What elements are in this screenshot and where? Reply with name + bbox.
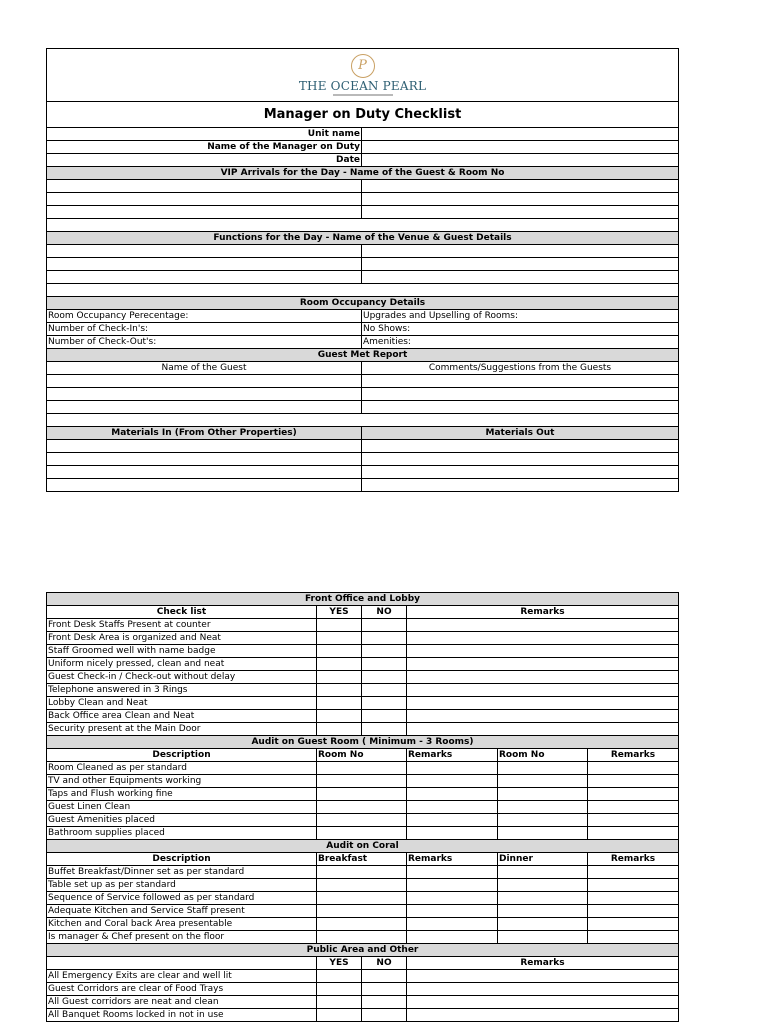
description-column: Description — [47, 749, 317, 762]
table-row — [47, 619, 679, 632]
guest-name-cell[interactable] — [47, 401, 362, 414]
remarks-column: Remarks — [407, 606, 679, 619]
yes-cell[interactable] — [317, 723, 362, 736]
hotel-name: THE OCEAN PEARL — [298, 79, 427, 93]
audit-item-label: Adequate Kitchen and Service Staff present — [47, 905, 317, 918]
check-ins-field[interactable]: Number of Check-In's: — [47, 323, 362, 336]
no-cell[interactable] — [362, 684, 407, 697]
remarks-cell[interactable] — [407, 775, 498, 788]
audit-checklist — [46, 592, 679, 1022]
room-no-cell[interactable] — [498, 814, 588, 827]
remarks-cell[interactable] — [588, 931, 679, 944]
date-label: Date — [47, 154, 362, 167]
yes-cell[interactable] — [317, 1009, 362, 1022]
dinner-cell[interactable] — [498, 905, 588, 918]
yes-cell[interactable] — [317, 983, 362, 996]
breakfast-column: Breakfast — [317, 853, 407, 866]
check-item-label: All Emergency Exits are clear and well lit — [47, 970, 317, 983]
guest-comment-cell[interactable] — [362, 388, 679, 401]
public-area-header: Public Area and Other — [47, 944, 679, 957]
check-item-label: Security present at the Main Door — [47, 723, 317, 736]
function-details-cell[interactable] — [362, 271, 679, 284]
no-cell[interactable] — [362, 619, 407, 632]
guest-room-audit-header: Audit on Guest Room ( Minimum - 3 Rooms) — [47, 736, 679, 749]
yes-cell[interactable] — [317, 619, 362, 632]
table-row — [47, 983, 679, 996]
vip-room-cell[interactable] — [362, 206, 679, 219]
vip-room-cell[interactable] — [362, 193, 679, 206]
table-row — [47, 697, 679, 710]
audit-item-label: Bathroom supplies placed — [47, 827, 317, 840]
table-row — [47, 970, 679, 983]
table-row — [47, 918, 679, 931]
remarks-cell[interactable] — [407, 710, 679, 723]
functions-header: Functions for the Day - Name of the Venue & Guest Details — [47, 232, 679, 245]
occupancy-percentage-field[interactable]: Room Occupancy Perecentage: — [47, 310, 362, 323]
materials-in-cell[interactable] — [47, 453, 362, 466]
description-column: Description — [47, 853, 317, 866]
remarks-cell[interactable] — [588, 788, 679, 801]
check-outs-field[interactable]: Number of Check-Out's: — [47, 336, 362, 349]
vip-arrivals-header: VIP Arrivals for the Day - Name of the Guest & Room No — [47, 167, 679, 180]
remarks-cell[interactable] — [407, 723, 679, 736]
audit-item-label: Guest Linen Clean — [47, 801, 317, 814]
remarks-cell[interactable] — [407, 632, 679, 645]
remarks-cell[interactable] — [407, 645, 679, 658]
unit-name-label: Unit name — [47, 128, 362, 141]
remarks-column: Remarks — [588, 749, 679, 762]
yes-cell[interactable] — [317, 632, 362, 645]
audit-item-label: Taps and Flush working fine — [47, 788, 317, 801]
remarks-cell[interactable] — [407, 762, 498, 775]
materials-in-cell[interactable] — [47, 466, 362, 479]
room-no-cell[interactable] — [498, 762, 588, 775]
materials-in-header: Materials In (From Other Properties) — [47, 427, 362, 440]
materials-out-cell[interactable] — [362, 453, 679, 466]
materials-in-cell[interactable] — [47, 440, 362, 453]
audit-item-label: Is manager & Chef present on the floor — [47, 931, 317, 944]
coral-audit-header: Audit on Coral — [47, 840, 679, 853]
room-no-cell[interactable] — [498, 827, 588, 840]
room-no-cell[interactable] — [317, 827, 407, 840]
manager-name-label: Name of the Manager on Duty — [47, 141, 362, 154]
logo-cell — [47, 49, 679, 102]
table-row — [47, 814, 679, 827]
function-venue-cell[interactable] — [47, 245, 362, 258]
table-row — [47, 710, 679, 723]
table-row — [47, 684, 679, 697]
audit-item-label: Guest Amenities placed — [47, 814, 317, 827]
remarks-cell[interactable] — [407, 827, 498, 840]
check-item-label: Front Desk Area is organized and Neat — [47, 632, 317, 645]
dinner-cell[interactable] — [498, 866, 588, 879]
table-row — [47, 788, 679, 801]
no-cell[interactable] — [362, 1009, 407, 1022]
guest-name-cell[interactable] — [47, 375, 362, 388]
table-row — [47, 905, 679, 918]
remarks-cell[interactable] — [588, 905, 679, 918]
remarks-cell[interactable] — [588, 827, 679, 840]
materials-out-cell[interactable] — [362, 440, 679, 453]
no-cell[interactable] — [362, 632, 407, 645]
spacer-row — [47, 284, 679, 297]
remarks-cell[interactable] — [407, 671, 679, 684]
table-row — [47, 632, 679, 645]
table-row — [47, 775, 679, 788]
table-row — [47, 879, 679, 892]
no-cell[interactable] — [362, 697, 407, 710]
breakfast-cell[interactable] — [317, 892, 407, 905]
guest-comment-cell[interactable] — [362, 401, 679, 414]
unit-name-field[interactable] — [362, 128, 679, 141]
occupancy-header: Room Occupancy Details — [47, 297, 679, 310]
table-row — [47, 827, 679, 840]
remarks-cell[interactable] — [407, 1009, 679, 1022]
table-row — [47, 996, 679, 1009]
audit-item-label: Table set up as per standard — [47, 879, 317, 892]
vip-guest-cell[interactable] — [47, 193, 362, 206]
table-row — [47, 658, 679, 671]
remarks-cell[interactable] — [407, 970, 679, 983]
remarks-cell[interactable] — [588, 814, 679, 827]
remarks-cell[interactable] — [407, 866, 498, 879]
remarks-column: Remarks — [407, 853, 498, 866]
remarks-column: Remarks — [407, 749, 498, 762]
dinner-cell[interactable] — [498, 931, 588, 944]
check-item-label: All Guest corridors are neat and clean — [47, 996, 317, 1009]
vip-room-cell[interactable] — [362, 180, 679, 193]
manager-name-field[interactable] — [362, 141, 679, 154]
table-row — [47, 645, 679, 658]
no-cell[interactable] — [362, 710, 407, 723]
table-row — [47, 866, 679, 879]
hotel-logo — [48, 49, 677, 101]
table-row — [47, 801, 679, 814]
materials-out-cell[interactable] — [362, 466, 679, 479]
dinner-cell[interactable] — [498, 918, 588, 931]
table-row — [47, 762, 679, 775]
yes-cell[interactable] — [317, 697, 362, 710]
page-title: Manager on Duty Checklist — [47, 102, 679, 128]
room-no-cell[interactable] — [498, 801, 588, 814]
check-item-label: Telephone answered in 3 Rings — [47, 684, 317, 697]
remarks-cell[interactable] — [588, 866, 679, 879]
room-no-cell[interactable] — [317, 788, 407, 801]
check-item-label: Uniform nicely pressed, clean and neat — [47, 658, 317, 671]
check-item-label: Staff Groomed well with name badge — [47, 645, 317, 658]
dinner-cell[interactable] — [498, 879, 588, 892]
check-item-label: Guest Check-in / Check-out without delay — [47, 671, 317, 684]
remarks-cell[interactable] — [407, 801, 498, 814]
yes-cell[interactable] — [317, 970, 362, 983]
room-no-cell[interactable] — [317, 801, 407, 814]
yes-cell[interactable] — [317, 658, 362, 671]
remarks-cell[interactable] — [588, 801, 679, 814]
remarks-cell[interactable] — [588, 775, 679, 788]
guest-name-cell[interactable] — [47, 388, 362, 401]
remarks-cell[interactable] — [407, 905, 498, 918]
spacer-row — [47, 414, 679, 427]
no-cell[interactable] — [362, 723, 407, 736]
materials-in-cell[interactable] — [47, 479, 362, 492]
remarks-cell[interactable] — [407, 996, 679, 1009]
audit-item-label: Sequence of Service followed as per standard — [47, 892, 317, 905]
yes-cell[interactable] — [317, 684, 362, 697]
breakfast-cell[interactable] — [317, 866, 407, 879]
no-cell[interactable] — [362, 970, 407, 983]
room-no-column: Room No — [498, 749, 588, 762]
dinner-cell[interactable] — [498, 892, 588, 905]
remarks-column: Remarks — [588, 853, 679, 866]
check-item-label: Lobby Clean and Neat — [47, 697, 317, 710]
room-no-cell[interactable] — [498, 775, 588, 788]
logo-tagline-bar — [333, 94, 393, 96]
remarks-cell[interactable] — [407, 892, 498, 905]
remarks-cell[interactable] — [407, 658, 679, 671]
date-field[interactable] — [362, 154, 679, 167]
room-no-cell[interactable] — [498, 788, 588, 801]
guest-comments-column: Comments/Suggestions from the Guests — [362, 362, 679, 375]
breakfast-cell[interactable] — [317, 879, 407, 892]
remarks-cell[interactable] — [588, 918, 679, 931]
no-cell[interactable] — [362, 671, 407, 684]
materials-out-header: Materials Out — [362, 427, 679, 440]
check-item-label: Guest Corridors are clear of Food Trays — [47, 983, 317, 996]
check-item-label: Front Desk Staffs Present at counter — [47, 619, 317, 632]
remarks-cell[interactable] — [407, 788, 498, 801]
yes-cell[interactable] — [317, 996, 362, 1009]
no-shows-field[interactable]: No Shows: — [362, 323, 679, 336]
materials-out-cell[interactable] — [362, 479, 679, 492]
function-venue-cell[interactable] — [47, 258, 362, 271]
remarks-cell[interactable] — [407, 931, 498, 944]
audit-item-label: Room Cleaned as per standard — [47, 762, 317, 775]
function-venue-cell[interactable] — [47, 271, 362, 284]
no-column: NO — [362, 606, 407, 619]
blank-column-header — [47, 957, 317, 970]
room-no-column: Room No — [317, 749, 407, 762]
pearl-monogram-icon: P — [351, 54, 375, 78]
manager-duty-form — [46, 48, 679, 492]
remarks-cell[interactable] — [407, 814, 498, 827]
spacer-row — [47, 219, 679, 232]
remarks-cell[interactable] — [407, 684, 679, 697]
check-item-label: All Banquet Rooms locked in not in use — [47, 1009, 317, 1022]
room-no-cell[interactable] — [317, 762, 407, 775]
remarks-cell[interactable] — [407, 918, 498, 931]
check-item-label: Back Office area Clean and Neat — [47, 710, 317, 723]
table-row — [47, 931, 679, 944]
vip-guest-cell[interactable] — [47, 180, 362, 193]
upgrades-field[interactable]: Upgrades and Upselling of Rooms: — [362, 310, 679, 323]
breakfast-cell[interactable] — [317, 905, 407, 918]
amenities-field[interactable]: Amenities: — [362, 336, 679, 349]
yes-column: YES — [317, 957, 362, 970]
room-no-cell[interactable] — [317, 814, 407, 827]
table-row — [47, 892, 679, 905]
function-details-cell[interactable] — [362, 245, 679, 258]
guest-comment-cell[interactable] — [362, 375, 679, 388]
yes-cell[interactable] — [317, 671, 362, 684]
breakfast-cell[interactable] — [317, 931, 407, 944]
guest-name-column: Name of the Guest — [47, 362, 362, 375]
audit-item-label: Kitchen and Coral back Area presentable — [47, 918, 317, 931]
no-cell[interactable] — [362, 996, 407, 1009]
table-row — [47, 1009, 679, 1022]
room-no-cell[interactable] — [317, 775, 407, 788]
remarks-cell[interactable] — [588, 762, 679, 775]
dinner-column: Dinner — [498, 853, 588, 866]
yes-column: YES — [317, 606, 362, 619]
remarks-cell[interactable] — [588, 879, 679, 892]
no-cell[interactable] — [362, 645, 407, 658]
remarks-cell[interactable] — [407, 879, 498, 892]
remarks-cell[interactable] — [407, 697, 679, 710]
audit-item-label: TV and other Equipments working — [47, 775, 317, 788]
audit-item-label: Buffet Breakfast/Dinner set as per standard — [47, 866, 317, 879]
remarks-cell[interactable] — [407, 983, 679, 996]
yes-cell[interactable] — [317, 645, 362, 658]
table-row — [47, 671, 679, 684]
vip-guest-cell[interactable] — [47, 206, 362, 219]
table-row — [47, 723, 679, 736]
remarks-cell[interactable] — [588, 892, 679, 905]
checklist-column: Check list — [47, 606, 317, 619]
remarks-column: Remarks — [407, 957, 679, 970]
yes-cell[interactable] — [317, 710, 362, 723]
no-column: NO — [362, 957, 407, 970]
function-details-cell[interactable] — [362, 258, 679, 271]
guest-met-header: Guest Met Report — [47, 349, 679, 362]
remarks-cell[interactable] — [407, 619, 679, 632]
front-office-header: Front Office and Lobby — [47, 593, 679, 606]
breakfast-cell[interactable] — [317, 918, 407, 931]
no-cell[interactable] — [362, 658, 407, 671]
no-cell[interactable] — [362, 983, 407, 996]
